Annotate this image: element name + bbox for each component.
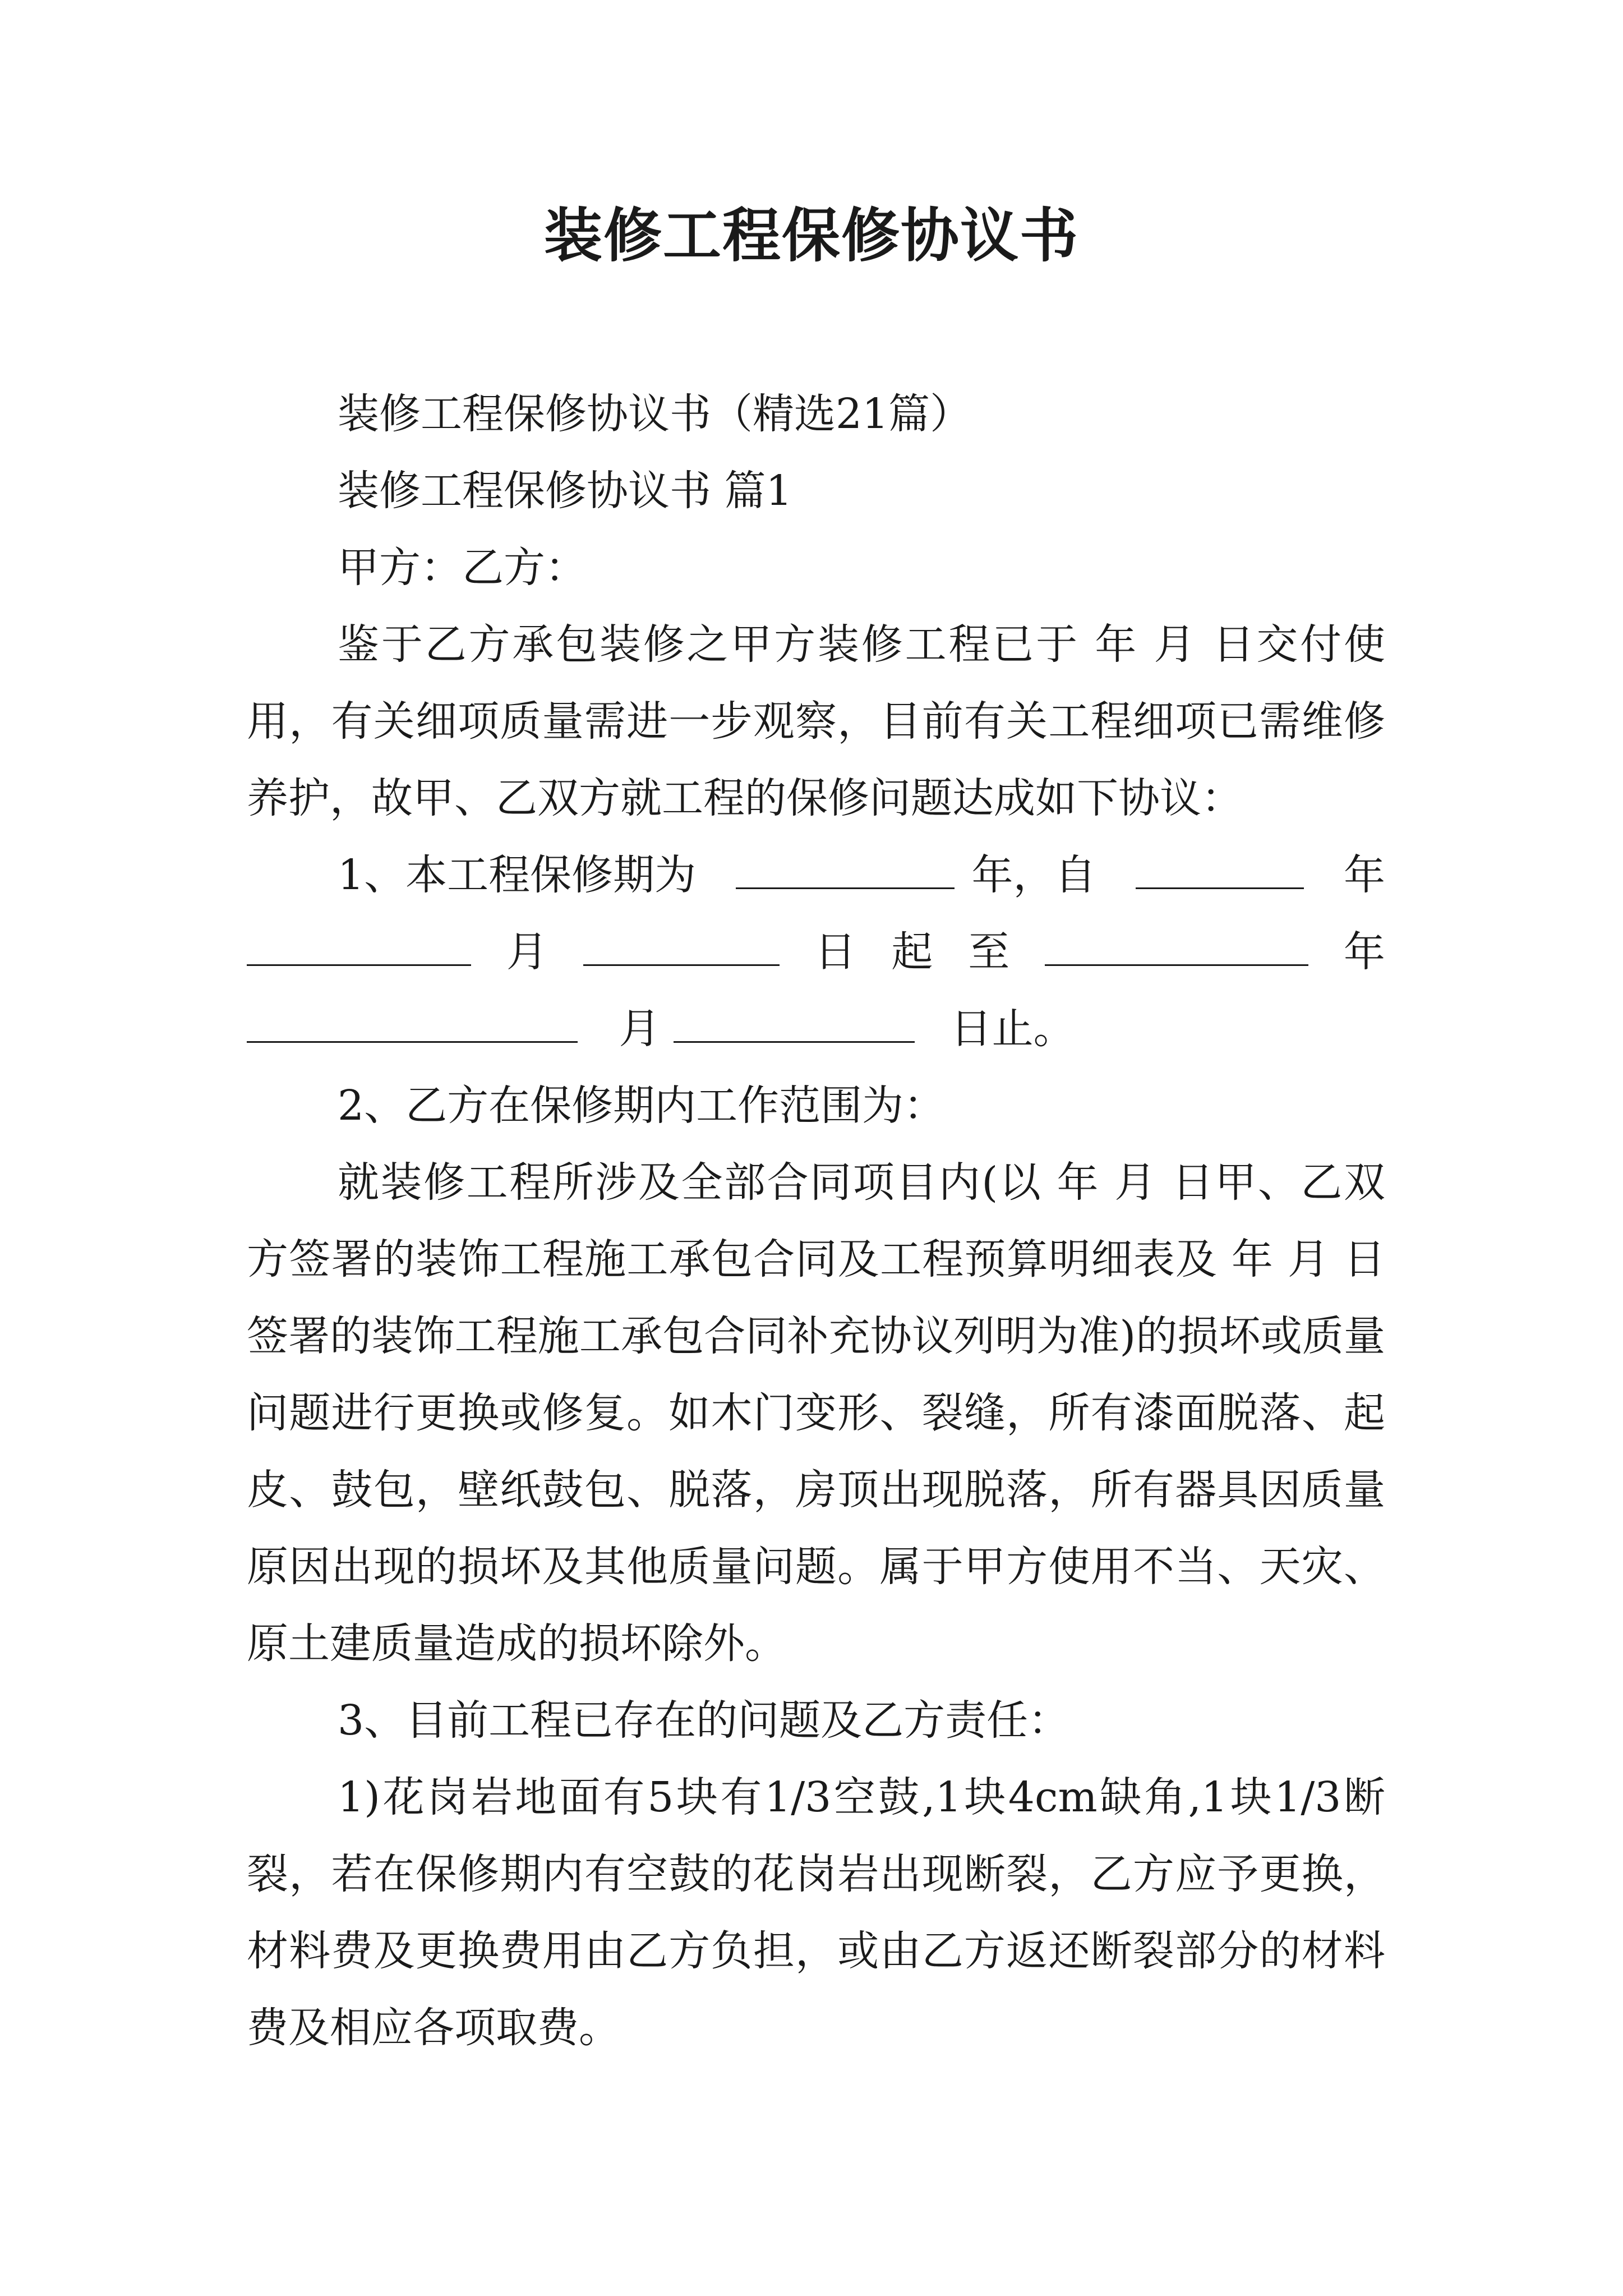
subtitle: 装修工程保修协议书（精选21篇） [338,390,972,438]
clause-2-heading: 2、乙方在保修期内工作范围为： [338,1082,946,1130]
clause-2-body: 就装修工程所涉及全部合同项目内(以 年 月 日甲、乙双方签署的装饰工程施工承包合同及工程预算明细表及 年 月 日签署的装饰工程施工承包合同补充协议列明为准)的损坏或质量问题进行更换或修复。如木门变形、裂缝，所有漆面脱落、起皮、鼓包，壁纸鼓包、脱落，房顶出现脱落，所有器具因质量原因出现的损坏及其他质量问题。属于甲方使用不当、天灾、原土建质量造成的损坏除外。 [247,1158,1385,1668]
clause-1-blank-day-start [583,925,780,966]
clause-1-year-end: 年 [1343,928,1385,976]
clause-1-blank-day-end [674,1002,915,1043]
clause-1-blank-years [736,848,955,889]
clause-1-qi: 起 [891,928,933,976]
clause-1-month-start: 月 [506,928,548,976]
clause-1-month-end: 月 [619,1005,661,1053]
clause-1-zhi: 至 [968,928,1010,976]
clause-1-day-start: 日 [814,928,856,976]
clause-1-year-from: 年，自 [971,851,1096,899]
clause-1-blank-year-end [1045,925,1308,966]
clause-1-blank-month-start [247,925,471,966]
parties-line: 甲方：乙方： [338,544,587,592]
clause-1-blank-month-end [247,1002,578,1043]
clause-1 [247,837,1385,1068]
clause-3-item-1: 1)花岗岩地面有5块有1/3空鼓,1块4cm缺角,1块1/3断裂，若在保修期内有空鼓的花岗岩出现断裂，乙方应予更换，材料费及更换费用由乙方负担，或由乙方返还断裂部分的材料费及相应各项取费。 [247,1773,1385,2052]
document-title: 装修工程保修协议书 [543,201,1079,270]
clause-1-year-start: 年 [1343,851,1385,899]
clause-1-day-end: 日止。 [950,1005,1075,1053]
clause-1-line-2 [247,914,1385,991]
intro-paragraph: 鉴于乙方承包装修之甲方装修工程已于 年 月 日交付使用，有关细项质量需进一步观察，目前有关工程细项已需维修养护，故甲、乙双方就工程的保修问题达成如下协议： [247,620,1385,822]
clause-3-heading: 3、目前工程已存在的问题及乙方责任： [338,1696,1070,1745]
document-body [247,376,1385,2067]
clause-1-line-1 [247,837,1385,914]
clause-1-lead: 1、本工程保修期为 [338,851,697,899]
section-heading: 装修工程保修协议书 篇1 [338,467,792,515]
clause-1-blank-start [1136,848,1304,889]
clause-1-line-3 [247,991,1385,1068]
